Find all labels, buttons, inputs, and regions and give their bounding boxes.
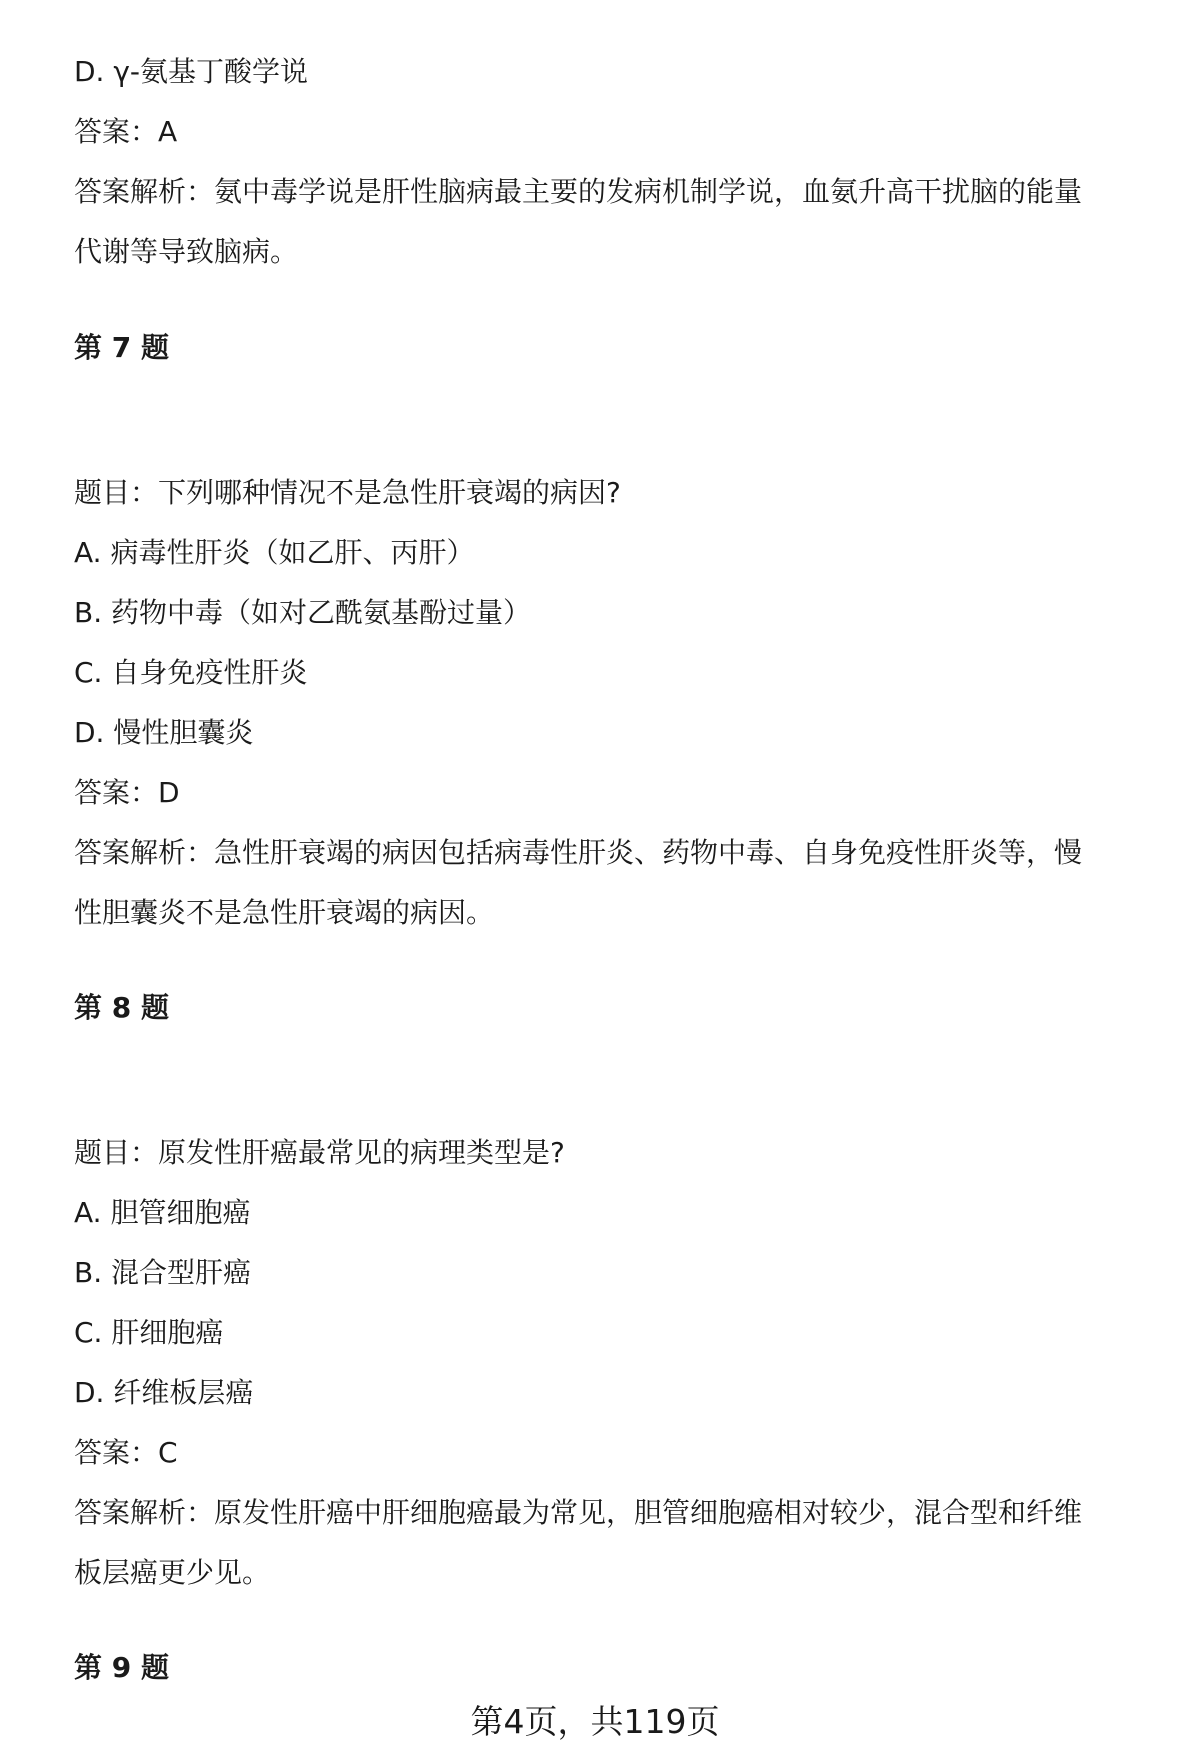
answer: 答案：C	[74, 1436, 178, 1469]
explanation-continued: 代谢等导致脑病。	[74, 235, 299, 268]
option-c: C. 肝细胞癌	[74, 1316, 224, 1349]
explanation-continued: 性胆囊炎不是急性肝衰竭的病因。	[74, 896, 495, 929]
explanation: 答案解析：原发性肝癌中肝细胞癌最为常见，胆管细胞癌相对较少，混合型和纤维	[74, 1496, 1083, 1529]
answer: 答案：A	[74, 115, 178, 148]
question-heading: 第 7 题	[74, 331, 169, 364]
page-number: 第4页，共119页	[470, 1702, 720, 1741]
question-text: 题目：下列哪种情况不是急性肝衰竭的病因?	[74, 476, 621, 509]
option-b: B. 混合型肝癌	[74, 1256, 252, 1289]
option-c: C. 自身免疫性肝炎	[74, 656, 308, 689]
option-b: B. 药物中毒（如对乙酰氨基酚过量）	[74, 596, 532, 629]
option-a: A. 病毒性肝炎（如乙肝、丙肝）	[74, 536, 475, 569]
option-d: D. 慢性胆囊炎	[74, 716, 254, 749]
explanation: 答案解析：急性肝衰竭的病因包括病毒性肝炎、药物中毒、自身免疫性肝炎等，慢	[74, 836, 1083, 869]
answer: 答案：D	[74, 776, 180, 809]
question-heading: 第 8 题	[74, 991, 169, 1024]
question-text: 题目：原发性肝癌最常见的病理类型是?	[74, 1136, 565, 1169]
question-heading: 第 9 题	[74, 1651, 169, 1684]
option-d: D. 纤维板层癌	[74, 1376, 254, 1409]
explanation-continued: 板层癌更少见。	[74, 1556, 271, 1589]
option-a: A. 胆管细胞癌	[74, 1196, 251, 1229]
option-d: D. γ-氨基丁酸学说	[74, 55, 309, 88]
explanation: 答案解析：氨中毒学说是肝性脑病最主要的发病机制学说，血氨升高干扰脑的能量	[74, 175, 1083, 208]
